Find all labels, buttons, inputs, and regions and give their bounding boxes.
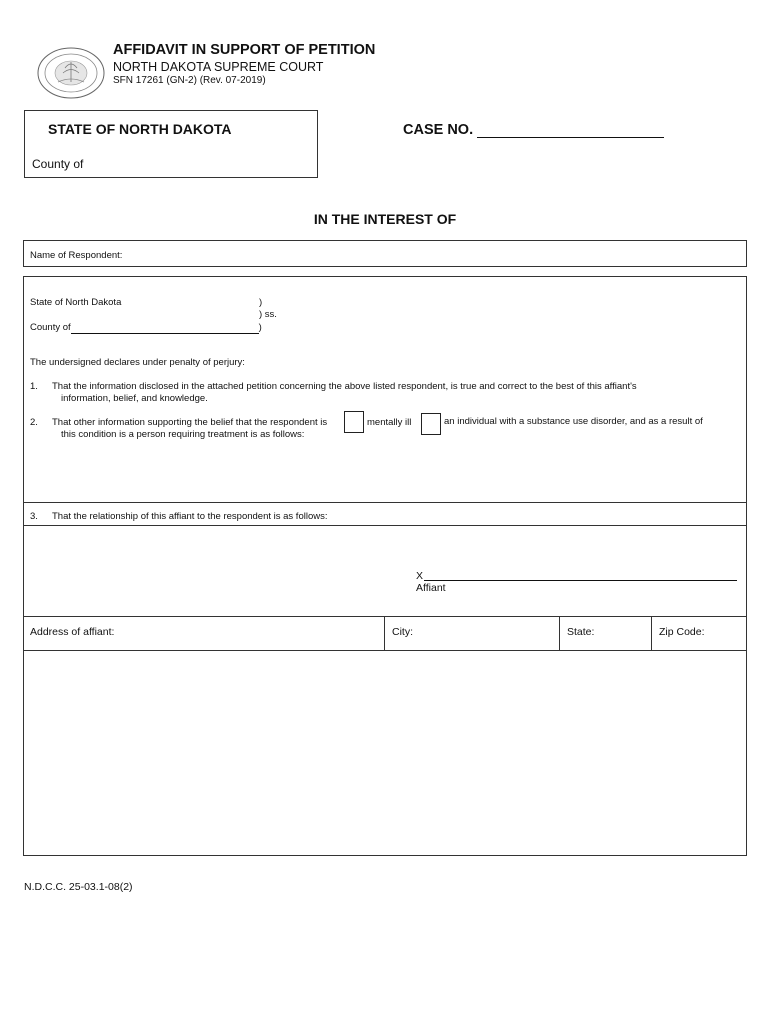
divider (23, 616, 747, 617)
interest-heading: IN THE INTEREST OF (313, 211, 457, 227)
item2-line2: this condition is a person requiring treatment is as follows: (61, 429, 305, 440)
form-title: AFFIDAVIT IN SUPPORT OF PETITION (113, 42, 376, 58)
item1-number: 1. (30, 381, 38, 392)
divider (559, 616, 560, 650)
case-number-label: CASE NO. (403, 122, 474, 138)
venue-state: State of North Dakota (30, 297, 122, 308)
venue-paren-top: ) (259, 297, 263, 308)
address-label: Address of affiant: (30, 626, 115, 638)
venue-county-field[interactable] (71, 322, 259, 334)
court-name: NORTH DAKOTA SUPREME COURT (113, 60, 324, 74)
declaration-intro: The undersigned declares under penalty of perjury: (30, 357, 245, 368)
zip-label: Zip Code: (659, 626, 705, 638)
state-label: State: (567, 626, 595, 638)
treatment-info-field[interactable] (24, 445, 746, 501)
signature-line[interactable] (424, 580, 737, 581)
mentally-ill-label: mentally ill (367, 417, 412, 428)
case-number-field[interactable] (477, 137, 664, 138)
state-seal-icon (36, 46, 106, 100)
item3-number: 3. (30, 511, 38, 522)
item1-line1: That the information disclosed in the attached petition concerning the above listed respondent, is true and correct to the best of this affiant's (52, 381, 637, 392)
statute-reference: N.D.C.C. 25-03.1-08(2) (24, 881, 133, 893)
substance-use-label: an individual with a substance use disorder, and as a result of (444, 416, 703, 427)
city-label: City: (392, 626, 413, 638)
venue-county-row (30, 322, 262, 334)
divider (651, 616, 652, 650)
substance-use-checkbox[interactable] (421, 413, 441, 435)
mentally-ill-checkbox[interactable] (344, 411, 364, 433)
divider (23, 525, 747, 526)
venue-county-label: County of (30, 322, 71, 333)
respondent-name-field[interactable] (23, 240, 747, 267)
venue-paren-bottom: ) (258, 322, 262, 333)
divider (384, 616, 385, 650)
venue-ss: ) ss. (259, 309, 277, 320)
item2-number: 2. (30, 417, 38, 428)
item2-line1: That other information supporting the belief that the respondent is (52, 417, 328, 428)
state-title: STATE OF NORTH DAKOTA (48, 121, 232, 137)
additional-info-field[interactable] (24, 651, 746, 855)
affiant-label: Affiant (416, 582, 446, 594)
item1-line2: information, belief, and knowledge. (61, 393, 208, 404)
county-label: County of (32, 157, 84, 171)
signature-x: X (416, 570, 424, 582)
divider (23, 502, 747, 503)
relationship-field[interactable] (24, 527, 746, 565)
form-number: SFN 17261 (GN-2) (Rev. 07-2019) (113, 75, 266, 86)
item3-text: That the relationship of this affiant to the respondent is as follows: (52, 511, 328, 522)
respondent-name-label: Name of Respondent: (30, 250, 123, 261)
